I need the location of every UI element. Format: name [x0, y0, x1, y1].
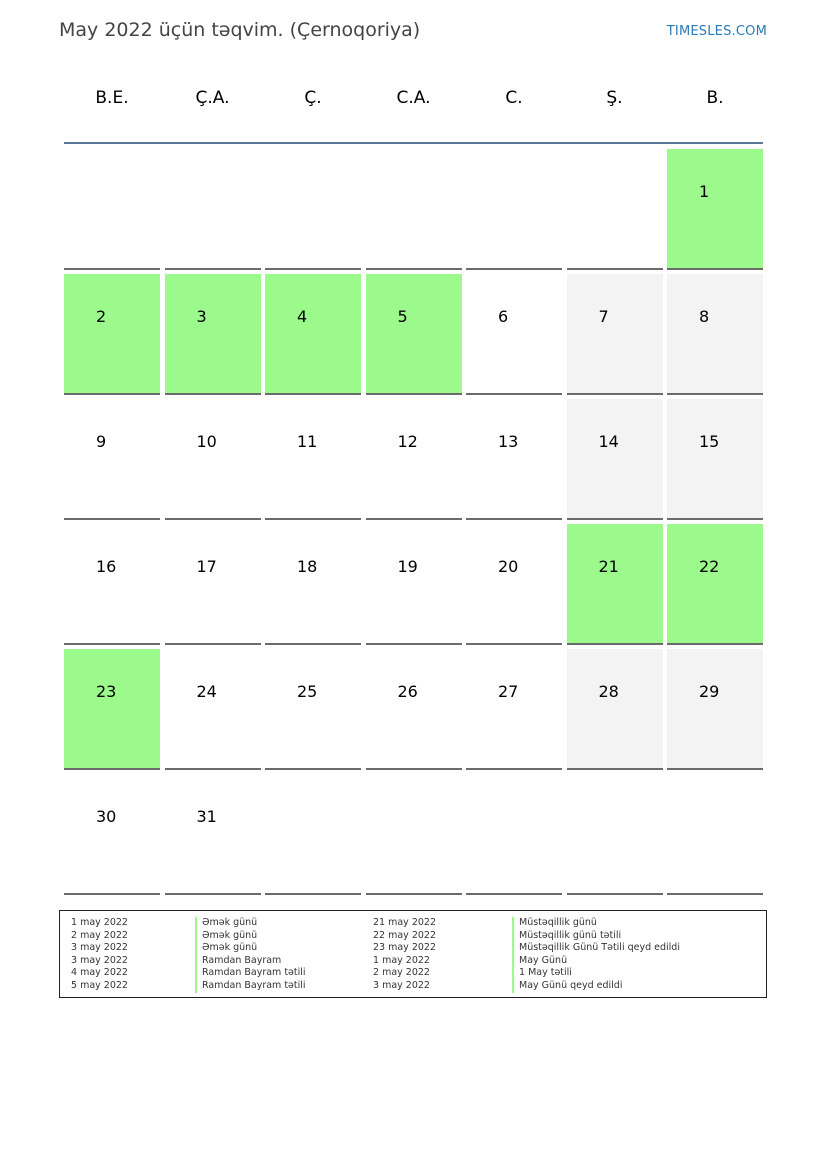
- day-number: 2: [96, 307, 107, 326]
- day-number: 30: [96, 807, 117, 826]
- day-number: 5: [397, 307, 408, 326]
- day-cell[interactable]: [466, 399, 562, 520]
- weekday-label: B.: [706, 88, 724, 108]
- header-divider: [64, 142, 763, 144]
- day-number: 1: [699, 182, 710, 201]
- day-number: 15: [699, 432, 720, 451]
- legend-holiday-name: Ramdan Bayram tətili: [195, 980, 306, 993]
- day-cell[interactable]: [366, 524, 462, 645]
- legend-holiday-name: 1 May tətili: [512, 967, 680, 980]
- weekday-label: Ç.: [304, 88, 322, 108]
- empty-day-cell: [466, 149, 562, 270]
- day-cell[interactable]: [64, 524, 160, 645]
- day-cell[interactable]: [667, 274, 763, 395]
- day-number: 20: [498, 557, 519, 576]
- legend-date: 3 may 2022: [373, 979, 430, 991]
- legend-date: 22 may 2022: [373, 929, 437, 941]
- day-number: 18: [297, 557, 318, 576]
- day-number: 25: [297, 682, 318, 701]
- empty-day-cell: [466, 774, 562, 895]
- day-number: 13: [498, 432, 519, 451]
- day-cell[interactable]: [366, 399, 462, 520]
- day-number: 22: [699, 557, 720, 576]
- empty-day-cell: [667, 774, 763, 895]
- day-cell[interactable]: [466, 524, 562, 645]
- empty-day-cell: [265, 149, 361, 270]
- day-cell[interactable]: [165, 649, 261, 770]
- day-cell[interactable]: [667, 399, 763, 520]
- day-cell[interactable]: [366, 649, 462, 770]
- day-cell[interactable]: [265, 399, 361, 520]
- legend-date: 3 may 2022: [71, 942, 128, 954]
- day-number: 17: [196, 557, 217, 576]
- day-number: 12: [397, 432, 418, 451]
- calendar-grid: [64, 149, 763, 895]
- day-number: 19: [397, 557, 418, 576]
- day-number: 14: [598, 432, 619, 451]
- day-cell[interactable]: [165, 524, 261, 645]
- legend-names-right: [512, 917, 680, 993]
- legend-holiday-name: Əmək günü: [195, 942, 306, 955]
- day-number: 10: [196, 432, 217, 451]
- day-cell[interactable]: [265, 274, 361, 395]
- day-cell[interactable]: [265, 524, 361, 645]
- legend-dates-right: [373, 917, 436, 993]
- day-number: 8: [699, 307, 710, 326]
- day-number: 11: [297, 432, 318, 451]
- legend-date: 23 may 2022: [373, 942, 437, 954]
- legend-holiday-name: May Günü: [512, 955, 680, 968]
- day-cell[interactable]: [64, 774, 160, 895]
- legend-date: 2 may 2022: [71, 929, 128, 941]
- day-cell[interactable]: [667, 149, 763, 270]
- legend-date: 2 may 2022: [373, 967, 430, 979]
- legend-holiday-name: Əmək günü: [195, 930, 306, 943]
- legend-holiday-name: Ramdan Bayram tətili: [195, 967, 306, 980]
- day-number: 16: [96, 557, 117, 576]
- day-number: 4: [297, 307, 308, 326]
- weekday-label: B.E.: [95, 88, 129, 108]
- day-cell[interactable]: [567, 399, 663, 520]
- day-number: 9: [96, 432, 107, 451]
- brand-link[interactable]: TIMESLES.COM: [666, 24, 767, 39]
- legend-dates-left: [71, 917, 128, 993]
- empty-day-cell: [567, 774, 663, 895]
- day-cell[interactable]: [265, 649, 361, 770]
- day-cell[interactable]: [567, 649, 663, 770]
- weekday-label: C.A.: [396, 88, 431, 108]
- legend-holiday-name: Əmək günü: [195, 917, 306, 930]
- legend-holiday-name: Ramdan Bayram: [195, 955, 306, 968]
- day-cell[interactable]: [165, 399, 261, 520]
- day-cell[interactable]: [366, 274, 462, 395]
- day-number: 29: [699, 682, 720, 701]
- weekday-label: Ş.: [606, 88, 623, 108]
- legend-holiday-name: Müstəqillik günü: [512, 917, 680, 930]
- day-number: 6: [498, 307, 509, 326]
- day-cell[interactable]: [64, 649, 160, 770]
- legend-date: 3 may 2022: [71, 954, 128, 966]
- day-cell[interactable]: [466, 649, 562, 770]
- day-cell[interactable]: [64, 399, 160, 520]
- legend-holiday-name: Müstəqillik günü tətili: [512, 930, 680, 943]
- day-number: 31: [196, 807, 217, 826]
- empty-day-cell: [165, 149, 261, 270]
- legend-date: 1 may 2022: [373, 954, 430, 966]
- legend-date: 1 may 2022: [71, 917, 128, 928]
- legend-holiday-name: Müstəqillik Günü Tətili qeyd edildi: [512, 942, 680, 955]
- legend-date: 4 may 2022: [71, 967, 128, 979]
- weekday-label: C.: [505, 88, 523, 108]
- day-cell[interactable]: [466, 274, 562, 395]
- legend-date: 21 may 2022: [373, 917, 437, 928]
- legend-holiday-name: May Günü qeyd edildi: [512, 980, 680, 993]
- day-cell[interactable]: [165, 274, 261, 395]
- day-number: 24: [196, 682, 217, 701]
- legend-names-left: [195, 917, 306, 993]
- empty-day-cell: [265, 774, 361, 895]
- day-cell[interactable]: [567, 524, 663, 645]
- day-number: 21: [598, 557, 619, 576]
- legend-date: 5 may 2022: [71, 979, 128, 991]
- day-number: 28: [598, 682, 619, 701]
- day-cell[interactable]: [667, 649, 763, 770]
- day-cell[interactable]: [165, 774, 261, 895]
- empty-day-cell: [567, 149, 663, 270]
- day-number: 27: [498, 682, 519, 701]
- day-cell[interactable]: [64, 274, 160, 395]
- page-title: May 2022 üçün təqvim. (Çernoqoriya): [59, 19, 421, 41]
- empty-day-cell: [366, 149, 462, 270]
- empty-day-cell: [366, 774, 462, 895]
- day-cell[interactable]: [567, 274, 663, 395]
- empty-day-cell: [64, 149, 160, 270]
- day-number: 23: [96, 682, 117, 701]
- holiday-legend: [59, 910, 767, 998]
- day-number: 3: [196, 307, 207, 326]
- day-cell[interactable]: [667, 524, 763, 645]
- weekday-label: Ç.A.: [195, 88, 230, 108]
- day-number: 26: [397, 682, 418, 701]
- weekday-header: [64, 88, 763, 122]
- day-number: 7: [598, 307, 609, 326]
